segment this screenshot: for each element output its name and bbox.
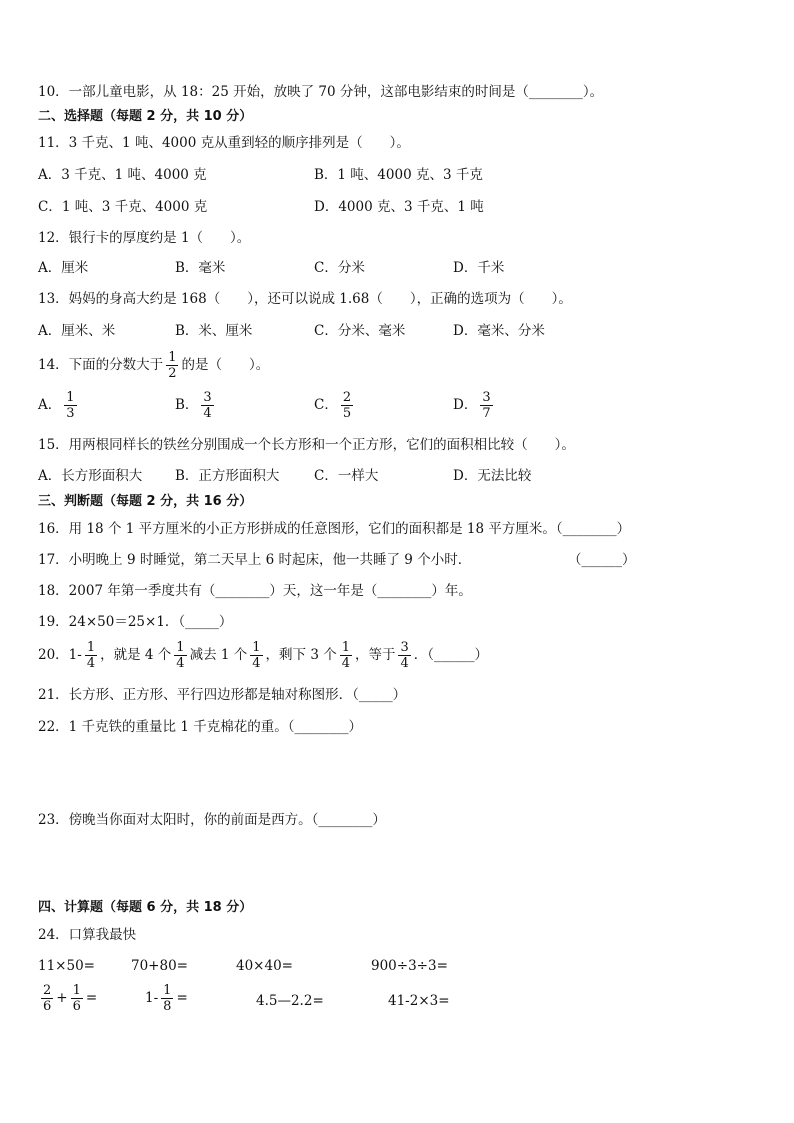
numerator: 1 (168, 350, 177, 365)
question-19: 19．24×50＝25×1．（_____） (38, 614, 233, 630)
question-11: 11．3 千克、1 吨、4000 克从重到轻的顺序排列是（ ）。 (38, 135, 410, 151)
q15-option-b: B．正方形面积大 (175, 468, 280, 484)
q11-option-b: B．1 吨、4000 克、3 千克 (314, 167, 483, 183)
option-letter: C． (314, 397, 338, 413)
calc-6: 41-2×3= (388, 993, 450, 1009)
q15-option-a: A．长方形面积大 (38, 468, 143, 484)
text: 减去 1 个 (189, 647, 248, 663)
calc-1: 11×50= (38, 958, 95, 974)
denominator: 4 (203, 406, 212, 421)
q14-option-b (175, 390, 217, 421)
numerator: 1 (72, 983, 81, 998)
question-10: 10．一部儿童电影，从 18：25 开始，放映了 70 分钟，这部电影结束的时间是（________）。 (38, 84, 604, 100)
fraction (340, 640, 352, 671)
denominator: 4 (252, 656, 261, 671)
fraction (71, 983, 83, 1014)
q14-option-c (314, 390, 356, 421)
denominator: 2 (168, 366, 177, 381)
option-fraction (341, 390, 353, 421)
question-13: 13．妈妈的身高大约是 168（ ），还可以说成 1.68（ ），正确的选项为（ ）。 (38, 291, 572, 307)
question-23: 23．傍晚当你面对太阳时，你的前面是西方。（________） (38, 812, 386, 828)
numerator: 1 (252, 640, 261, 655)
denominator: 4 (341, 656, 350, 671)
q17-answer-blank: （______） (568, 552, 636, 568)
calc-3: 40×40= (236, 958, 293, 974)
section-3-heading: 三、判断题（每题 2 分，共 16 分） (38, 494, 253, 509)
denominator: 3 (66, 406, 75, 421)
fraction (41, 983, 53, 1014)
numerator: 3 (400, 640, 409, 655)
q15-option-c: C．一样大 (314, 468, 379, 484)
question-21: 21．长方形、正方形、平行四边形都是轴对称图形．（_____） (38, 687, 407, 703)
numerator: 1 (176, 640, 185, 655)
section-4-heading: 四、计算题（每题 6 分，共 18 分） (38, 900, 253, 915)
q14-fraction (166, 350, 178, 381)
numerator: 1 (66, 390, 75, 405)
q14-option-a (38, 390, 80, 421)
question-24: 24．口算我最快 (38, 927, 137, 943)
option-letter: B． (175, 397, 199, 413)
question-12: 12．银行卡的厚度约是 1（ ）。 (38, 230, 251, 246)
text: 1- (145, 990, 159, 1006)
q12-option-b: B．毫米 (175, 260, 226, 276)
fraction (250, 640, 262, 671)
q14-suffix: 的是（ ）。 (181, 357, 270, 373)
option-letter: D． (453, 397, 478, 413)
denominator: 4 (176, 656, 185, 671)
option-fraction (64, 390, 76, 421)
text: ．（______） (413, 647, 489, 663)
question-14 (38, 350, 269, 381)
q11-option-c: C．1 吨、3 千克、4000 克 (38, 199, 208, 215)
option-letter: A． (38, 397, 62, 413)
numerator: 1 (341, 640, 350, 655)
q14-option-d (453, 390, 496, 421)
text: 20．1- (38, 647, 82, 663)
q11-option-d: D．4000 克、3 千克、1 吨 (314, 199, 484, 215)
q13-option-a: A．厘米、米 (38, 323, 116, 339)
numerator: 2 (342, 390, 352, 405)
text: ，就是 4 个 (100, 647, 172, 663)
denominator: 4 (400, 656, 409, 671)
q11-option-a: A．3 千克、1 吨、4000 克 (38, 167, 207, 183)
q15-option-d: D．无法比较 (453, 468, 532, 484)
question-22: 22．1 千克铁的重量比 1 千克棉花的重。（________） (38, 719, 362, 735)
question-17: 17．小明晚上 9 时睡觉，第二天早上 6 时起床，他一共睡了 9 个小时． (38, 552, 472, 568)
calc-fraction-diff (145, 983, 188, 1014)
denominator: 5 (342, 406, 352, 421)
fraction (85, 640, 97, 671)
section-2-heading: 二、选择题（每题 2 分，共 10 分） (38, 109, 253, 124)
fraction (174, 640, 186, 671)
q12-option-d: D．千米 (453, 260, 505, 276)
plus-sign: + (56, 990, 68, 1006)
denominator: 4 (86, 656, 96, 671)
calc-fraction-sum (38, 983, 97, 1014)
question-20 (38, 640, 488, 671)
calc-5: 4.5—2.2= (256, 993, 324, 1009)
q12-option-c: C．分米 (314, 260, 365, 276)
text: ，剩下 3 个 (265, 647, 337, 663)
q13-option-c: C．分米、毫米 (314, 323, 406, 339)
q13-option-b: B．米、厘米 (175, 323, 253, 339)
calc-4: 900÷3÷3= (371, 958, 448, 974)
calc-2: 70+80= (131, 958, 188, 974)
numerator: 1 (163, 983, 172, 998)
numerator: 3 (482, 390, 491, 405)
fraction (161, 983, 173, 1014)
denominator: 8 (163, 999, 172, 1014)
equals-sign: = (85, 990, 98, 1006)
q14-prefix: 14．下面的分数大于 (38, 357, 164, 373)
denominator: 6 (43, 999, 52, 1014)
option-fraction (201, 390, 213, 421)
q13-option-d: D．毫米、分米 (453, 323, 545, 339)
question-16: 16．用 18 个 1 平方厘米的小正方形拼成的任意图形，它们的面积都是 18 平方厘米。（________） (38, 521, 631, 537)
option-fraction (480, 390, 492, 421)
q12-option-a: A．厘米 (38, 260, 89, 276)
equals-sign: = (176, 990, 188, 1006)
denominator: 6 (72, 999, 81, 1014)
numerator: 3 (203, 390, 212, 405)
text: ，等于 (354, 647, 396, 663)
denominator: 7 (482, 406, 491, 421)
numerator: 2 (43, 983, 52, 998)
question-15: 15．用两根同样长的铁丝分别围成一个长方形和一个正方形，它们的面积相比较（ ）。 (38, 437, 575, 453)
numerator: 1 (86, 640, 96, 655)
fraction (398, 640, 410, 671)
question-18: 18．2007 年第一季度共有（________）天，这一年是（________）年。 (38, 583, 472, 599)
